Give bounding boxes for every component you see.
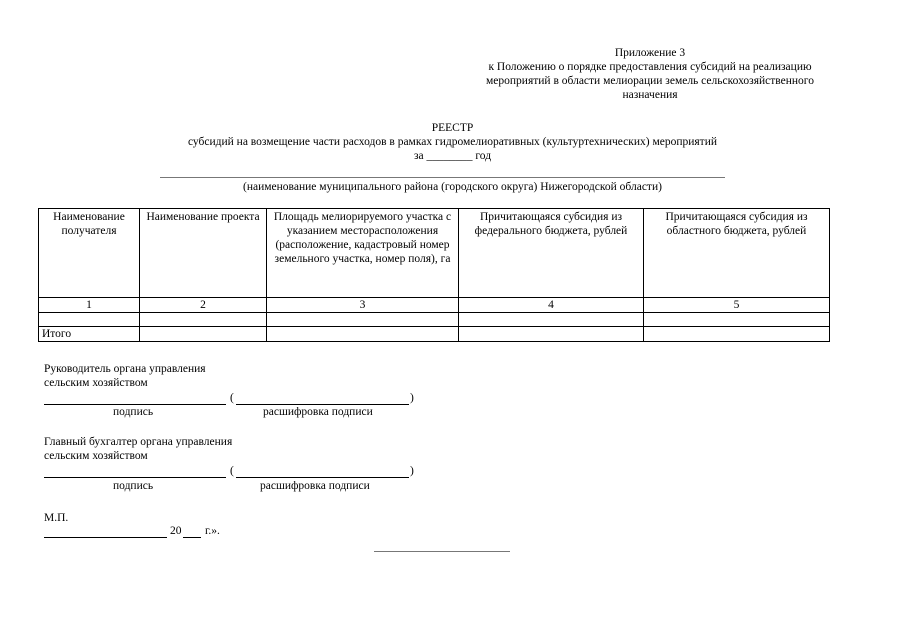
register-title-block xyxy=(0,121,905,163)
register-year-line xyxy=(0,149,905,163)
header-project: Наименование проекта xyxy=(140,209,267,298)
register-title: РЕЕСТР xyxy=(431,122,474,134)
column-number: 3 xyxy=(267,298,459,313)
table-cell xyxy=(644,327,830,342)
register-table xyxy=(38,208,830,342)
column-number: 5 xyxy=(644,298,830,313)
head-sign-label: подпись xyxy=(113,406,154,418)
region-caption: (наименование муниципального района (городского округа) Нижегородской области) xyxy=(243,181,662,193)
table-cell xyxy=(459,313,644,327)
accountant-sign-label: подпись xyxy=(113,480,154,492)
closing-separator xyxy=(374,551,510,552)
total-row xyxy=(39,327,830,342)
header-recipient: Наименование получателя xyxy=(39,209,140,298)
accountant-paren-close: ) xyxy=(410,465,414,477)
total-label: Итого xyxy=(39,327,140,342)
appendix-ref-line-1: к Положению о порядке предоставления субсидий на реализацию xyxy=(488,61,812,73)
header-federal-subsidy: Причитающаяся субсидия из федерального бюджета, рублей xyxy=(459,209,644,298)
head-paren-close: ) xyxy=(410,392,414,404)
date-day-month-line xyxy=(44,537,167,538)
appendix-ref-line-2: мероприятий в области мелиорации земель сельскохозяйственного xyxy=(486,75,814,87)
appendix-number: Приложение 3 xyxy=(614,47,686,59)
column-number-row xyxy=(39,298,830,313)
year-suffix: год xyxy=(475,150,492,162)
date-year-line xyxy=(183,537,201,538)
header-regional-subsidy: Причитающаяся субсидия из областного бюджета, рублей xyxy=(644,209,830,298)
column-number: 4 xyxy=(459,298,644,313)
head-title-line-1: Руководитель органа управления xyxy=(44,363,206,375)
table-cell xyxy=(459,327,644,342)
accountant-decode-label: расшифровка подписи xyxy=(260,480,370,492)
date-suffix: г.». xyxy=(205,525,220,537)
table-cell xyxy=(140,313,267,327)
accountant-signature-line xyxy=(44,477,226,478)
table-cell xyxy=(644,313,830,327)
table-header-row xyxy=(39,209,830,298)
column-number: 1 xyxy=(39,298,140,313)
date-year: 20 xyxy=(170,525,182,537)
region-name-line xyxy=(160,177,725,178)
accountant-decode-line xyxy=(236,477,409,478)
head-paren-open: ( xyxy=(230,392,234,404)
year-prefix: за xyxy=(413,150,424,162)
table-row xyxy=(39,313,830,327)
appendix-header xyxy=(440,46,860,102)
table-cell xyxy=(267,313,459,327)
stamp-label: М.П. xyxy=(44,512,69,524)
table-cell xyxy=(39,313,140,327)
accountant-title-line-1: Главный бухгалтер органа управления xyxy=(44,436,233,448)
column-number: 2 xyxy=(140,298,267,313)
table-cell xyxy=(267,327,459,342)
accountant-paren-open: ( xyxy=(230,465,234,477)
header-area: Площадь мелиорируемого участка с указанием месторасположения (расположение, кадастровый номер земельного участка, номер поля), га xyxy=(267,209,459,298)
register-subtitle: субсидий на возмещение части расходов в рамках гидромелиоративных (культуртехнических) мероприятий xyxy=(187,136,718,148)
head-title-line-2: сельским хозяйством xyxy=(44,377,148,389)
accountant-title-line-2: сельским хозяйством xyxy=(44,450,148,462)
year-blank: ________ xyxy=(426,150,473,162)
appendix-ref-line-3: назначения xyxy=(622,89,678,101)
table-cell xyxy=(140,327,267,342)
head-decode-label: расшифровка подписи xyxy=(263,406,373,418)
